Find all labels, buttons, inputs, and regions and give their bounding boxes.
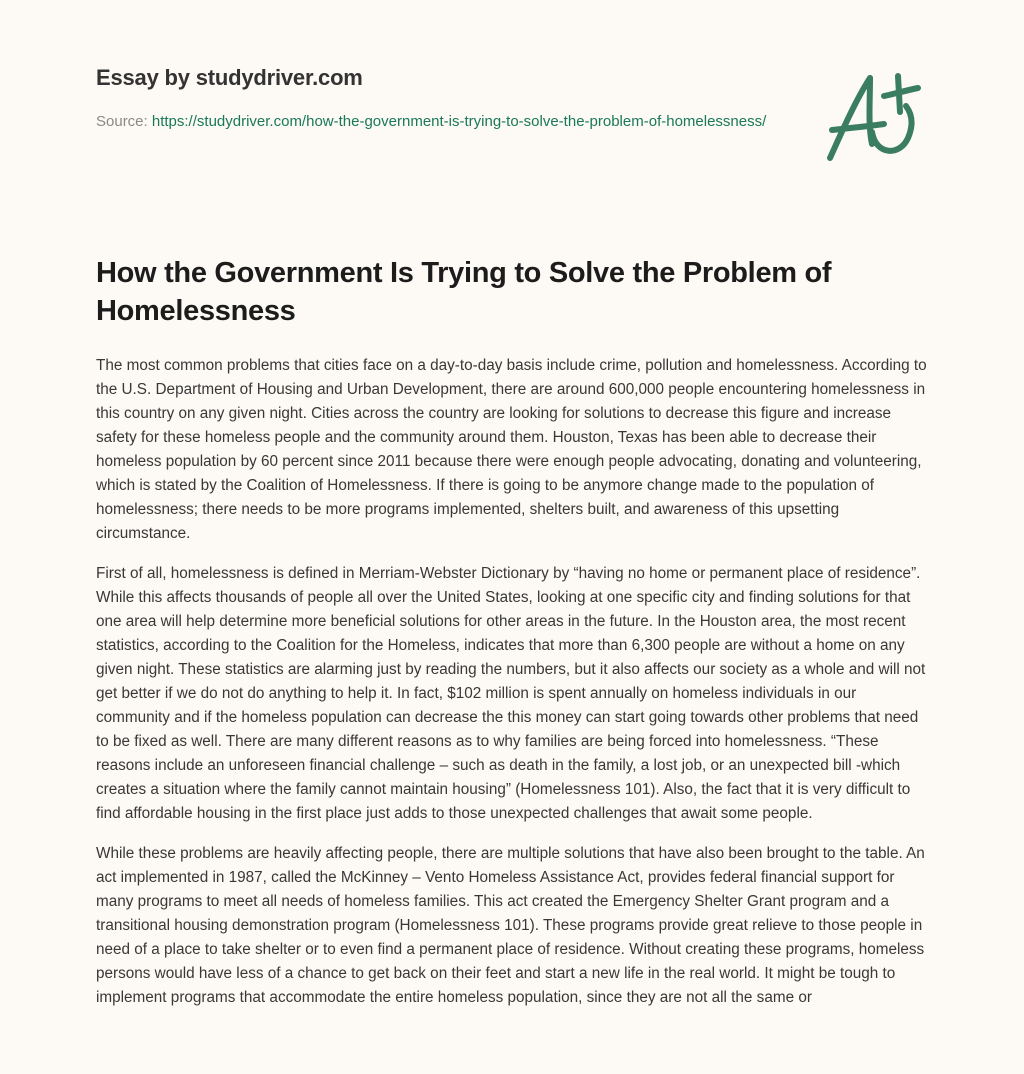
essay-body [96, 354, 928, 1026]
source-label: Source: [96, 113, 152, 130]
essay-paragraph: The most common problems that cities face on a day-to-day basis include crime, pollution and homelessness. According to the U.S. Department of Housing and Urban Development, there are around 600,000 people encountering homelessness in this country on any given night. Cities across the country are looking for solutions to decrease this figure and increase safety for these homeless people and the community around them. Houston, Texas has been able to decrease their homeless population by 60 percent since 2011 because there were enough people advocating, donating and volunteering, which is stated by the Coalition of Homelessness. If there is going to be anymore change made to the population of homelessness; there needs to be more programs implemented, shelters built, and awareness of this upsetting circumstance. [96, 357, 927, 542]
page-header [96, 62, 796, 134]
essay-title: How the Government Is Trying to Solve the Problem of Homelessness [96, 257, 832, 327]
a-plus-grade-icon [820, 66, 930, 166]
essay-paragraph: While these problems are heavily affecting people, there are multiple solutions that have also been brought to the table. An act implemented in 1987, called the McKinney – Vento Homeless Assistance Act, provides federal financial support for many programs to meet all needs of homeless families. This act created the Emergency Shelter Grant program and a transitional housing demonstration program (Homelessness 101). These programs provide great relieve to those people in need of a place to take shelter or to even find a permanent place of residence. Without creating these programs, homeless persons would have less of a chance to get back on their feet and start a new life in the real world. It might be tough to implement programs that accommodate the entire homeless population, since they are not all the same or [96, 845, 925, 1006]
source-link[interactable]: https://studydriver.com/how-the-government-is-trying-to-solve-the-problem-of-homelessness/ [151, 113, 767, 130]
essay-paragraph: First of all, homelessness is defined in Merriam-Webster Dictionary by “having no home or permanent place of residence”. While this affects thousands of people all over the United States, looking at one specific city and finding solutions for that one area will help determine more beneficial solutions for other areas in the future. In the Houston area, the most recent statistics, according to the Coalition for the Homeless, indicates that more than 6,300 people are without a home on any given night. These statistics are alarming just by reading the numbers, but it also affects our society as a whole and will not get better if we do not do anything to help it. In fact, $102 million is spent annually on homeless individuals in our community and if the homeless population can decrease the this money can start going towards other problems that need to be fixed as well. There are many different reasons as to why families are being forced into homelessness. “These reasons include an unforeseen financial challenge – such as death in the family, a lost job, or an unexpected bill -which creates a situation where the family cannot maintain housing” (Homelessness 101). Also, the fact that it is very difficult to find affordable housing in the first place just adds to those unexpected challenges that await some people. [96, 565, 926, 822]
site-title: Essay by studydriver.com [96, 65, 363, 90]
source-line [96, 110, 776, 134]
